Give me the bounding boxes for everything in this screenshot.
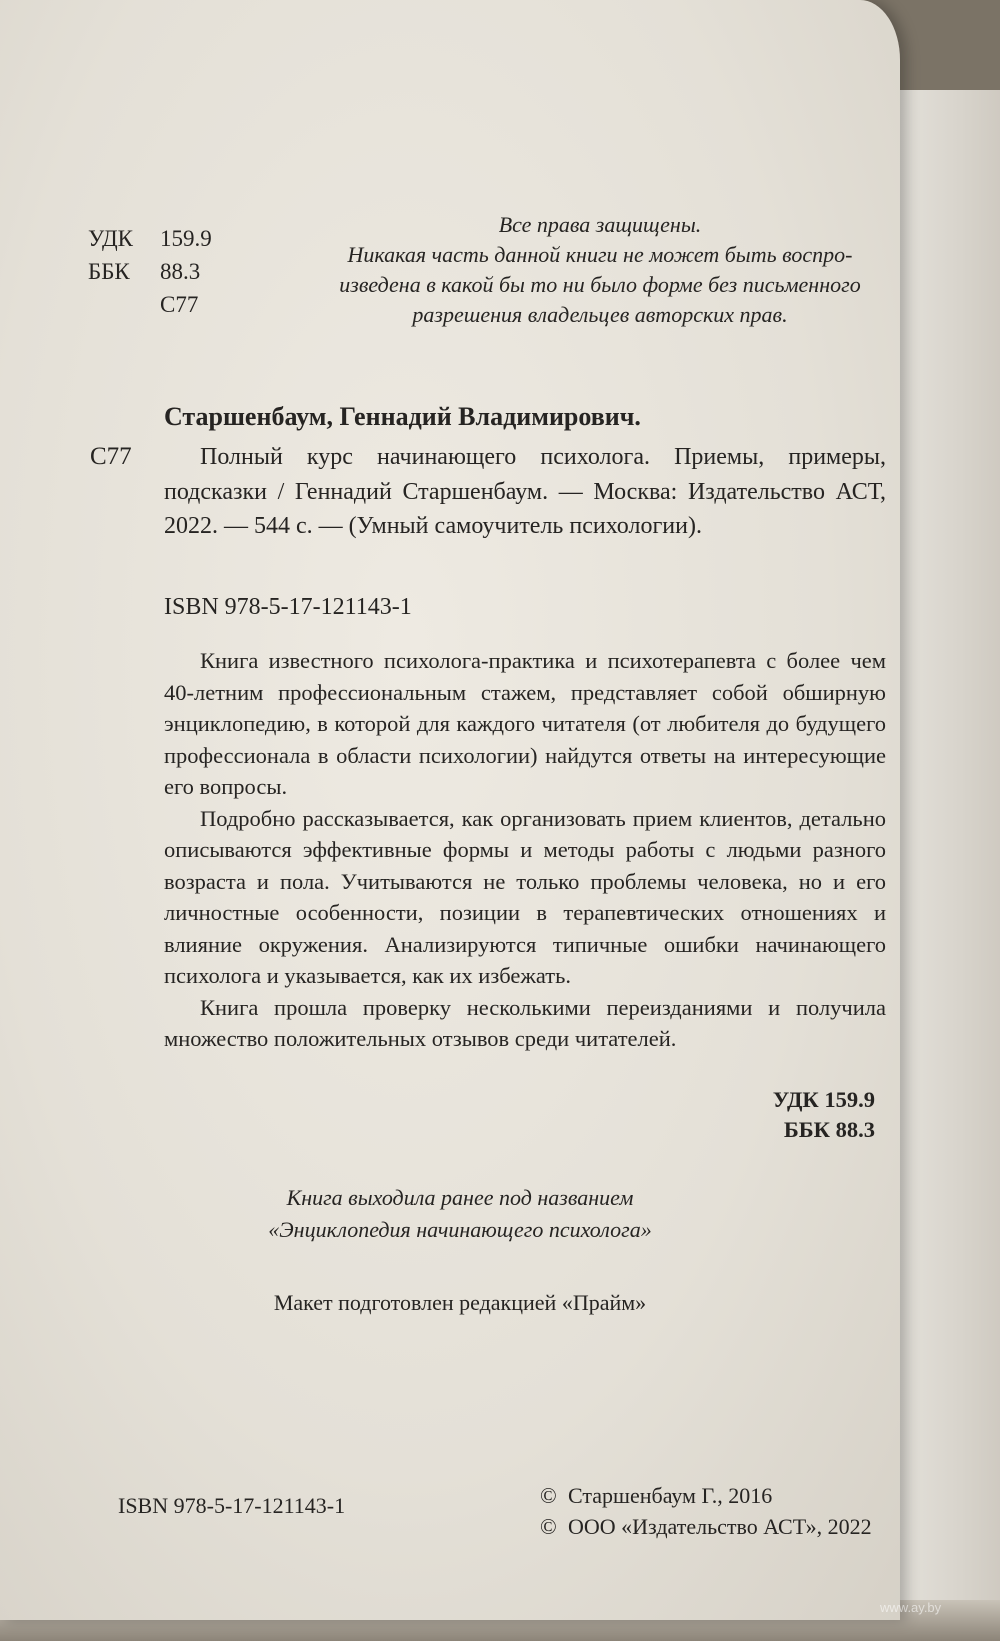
annotation-paragraph: Книга известного психолога-практика и психотерапевта с более чем 40-летним профессиональным стажем, представляет собой обширную энциклопедию, в которой для каждого читателя (от любителя до будущего профессионала в области психологии) найдутся ответы на интересующие его вопросы. — [164, 648, 886, 799]
layout-note: Макет подготовлен редакцией «Прайм» — [273, 1290, 647, 1315]
cutter-row — [88, 288, 212, 321]
rights-notice — [300, 210, 900, 330]
rights-line: Никакая часть данной книги не может быть воспро- — [347, 242, 853, 267]
cutter-value: С77 — [160, 292, 199, 317]
copyright-icon: © — [540, 1514, 557, 1539]
rights-line: разрешения владельцев авторских прав. — [412, 302, 788, 327]
previous-title-line: Книга выходила ранее под названием — [286, 1185, 634, 1210]
bbk-value: 88.3 — [160, 259, 201, 284]
backdrop-next-page — [900, 90, 1000, 1641]
bbk-label: ББК — [88, 259, 130, 284]
udk-row — [88, 222, 212, 255]
catalog-isbn: ISBN 978-5-17-121143-1 — [164, 594, 412, 620]
site-watermark: www.ay.by — [880, 1600, 942, 1615]
copyright-icon: © — [540, 1483, 557, 1508]
annotation — [164, 645, 886, 1055]
bbk-row — [88, 255, 212, 288]
annotation-paragraph: Книга прошла проверку несколькими переизданиями и получила множество положительных отзывов среди читателей. — [164, 994, 886, 1051]
rights-line: Все права защищены. — [498, 212, 702, 237]
copyright-author-line — [540, 1480, 872, 1511]
catalog-entry: Полный курс начинающего психолога. Приемы, примеры, подсказки / Геннадий Старшенбаум. — Москва: Издательство АСТ, 2022. — 544 с. — (Умный самоучитель психологии). — [164, 444, 886, 539]
previous-title-line: «Энциклопедия начинающего психолога» — [268, 1217, 652, 1242]
copyright-publisher-line — [540, 1511, 872, 1542]
right-classification — [700, 1085, 875, 1145]
copyright-publisher: ООО «Издательство АСТ», 2022 — [568, 1514, 872, 1539]
udk-label: УДК — [88, 226, 133, 251]
annotation-paragraph: Подробно рассказывается, как организовать прием клиентов, детально описываются эффективные формы и методы работы с людьми разного возраста и пола. Учитываются не только проблемы человека, но и его личностные особенности, позиции в терапевтических отношениях и влияние окружения. Анализируются типичные ошибки начинающего психолога и указывается, как их избежать. — [164, 805, 886, 988]
bottom-isbn: ISBN 978-5-17-121143-1 — [118, 1493, 346, 1518]
copyright-block — [540, 1480, 872, 1542]
rights-line: изведена в какой бы то ни было форме без письменного — [339, 272, 861, 297]
right-udk: УДК 159.9 — [772, 1087, 875, 1112]
copyright-author: Старшенбаум Г., 2016 — [568, 1483, 773, 1508]
udk-value: 159.9 — [160, 226, 212, 251]
previous-title — [150, 1182, 770, 1246]
right-bbk: ББК 88.3 — [783, 1117, 875, 1142]
author-heading: Старшенбаум, Геннадий Владимирович. — [164, 402, 641, 431]
catalog-cutter: С77 — [90, 443, 132, 470]
top-classification — [88, 222, 212, 321]
